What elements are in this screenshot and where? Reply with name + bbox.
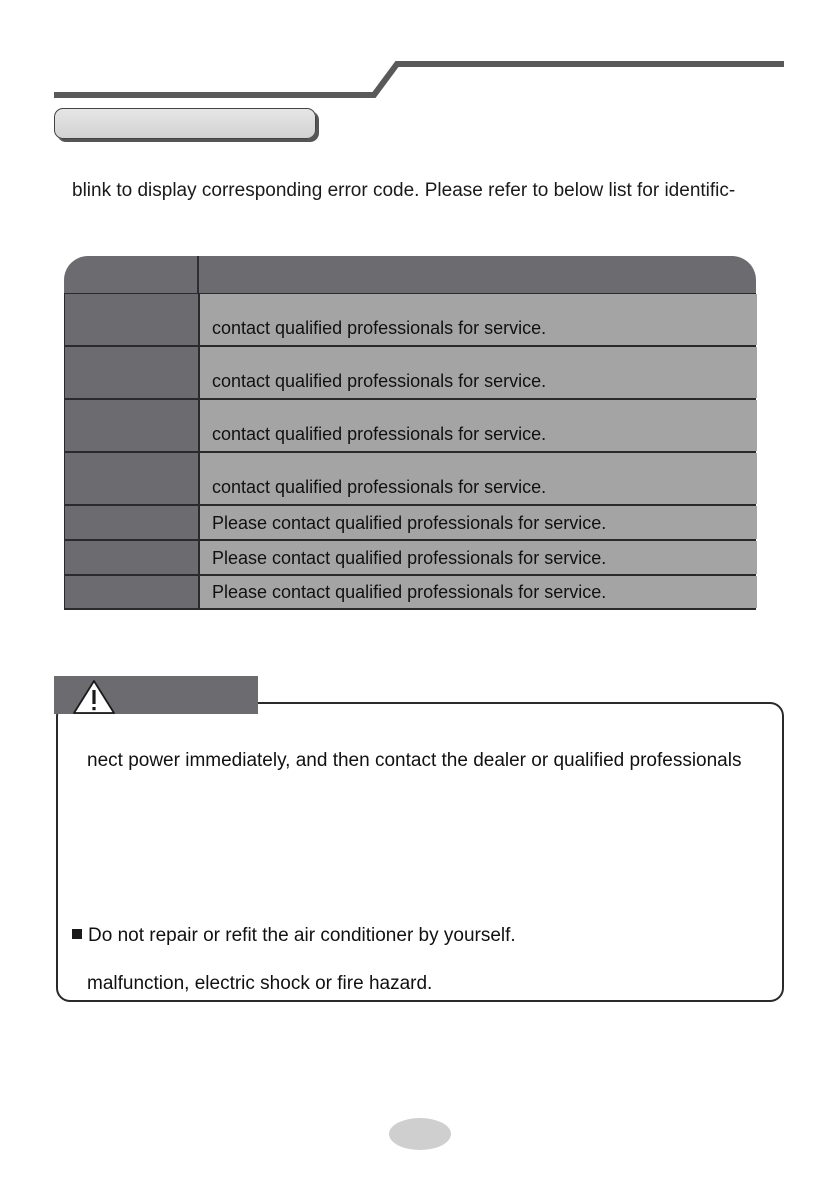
- page-number-badge: [389, 1118, 451, 1150]
- header-rule: [0, 0, 839, 110]
- error-description-cell: [200, 453, 757, 504]
- bullet-icon: [72, 929, 82, 939]
- table-row: [65, 506, 757, 539]
- error-description-text: contact qualified professionals for service.: [212, 477, 547, 497]
- error-code-cell: [65, 294, 198, 345]
- error-code-cell: [65, 453, 198, 504]
- warning-triangle-icon: [72, 679, 116, 715]
- error-description-cell: [200, 506, 757, 539]
- table-row: [65, 294, 757, 345]
- table-row: [65, 541, 757, 574]
- caution-text-line: nect power immediately, and then contact the dealer or qualified professionals: [87, 750, 742, 771]
- error-description-text: contact qualified professionals for service.: [212, 318, 547, 338]
- table-body: [64, 293, 756, 610]
- error-description-cell: [200, 294, 757, 345]
- error-code-cell: [65, 576, 198, 608]
- error-description-text: Please contact qualified professionals for service.: [212, 548, 607, 568]
- error-code-cell: [65, 400, 198, 451]
- table-header: [64, 256, 756, 293]
- error-description-text: Please contact qualified professionals for service.: [212, 513, 607, 533]
- error-code-cell: [65, 541, 198, 574]
- error-code-cell: [65, 347, 198, 398]
- error-description-cell: [200, 347, 757, 398]
- error-description-text: contact qualified professionals for service.: [212, 424, 547, 444]
- table-header-divider: [197, 256, 199, 293]
- error-code-cell: [65, 506, 198, 539]
- section-title-tab: [54, 108, 316, 139]
- error-description-cell: [200, 541, 757, 574]
- error-code-table: [64, 256, 756, 610]
- caution-box: [56, 702, 784, 1002]
- intro-text: blink to display corresponding error code. Please refer to below list for identific-: [72, 180, 736, 201]
- error-description-cell: [200, 576, 757, 608]
- table-row: [65, 576, 757, 608]
- error-description-cell: [200, 400, 757, 451]
- caution-bullet-text: Do not repair or refit the air conditioner by yourself.: [88, 925, 516, 946]
- error-description-text: Please contact qualified professionals for service.: [212, 582, 607, 602]
- table-row: [65, 400, 757, 451]
- table-row: [65, 347, 757, 398]
- caution-text-line: malfunction, electric shock or fire hazard.: [87, 973, 433, 994]
- table-row: [65, 453, 757, 504]
- error-description-text: contact qualified professionals for service.: [212, 371, 547, 391]
- caution-bullet-item: [72, 925, 516, 947]
